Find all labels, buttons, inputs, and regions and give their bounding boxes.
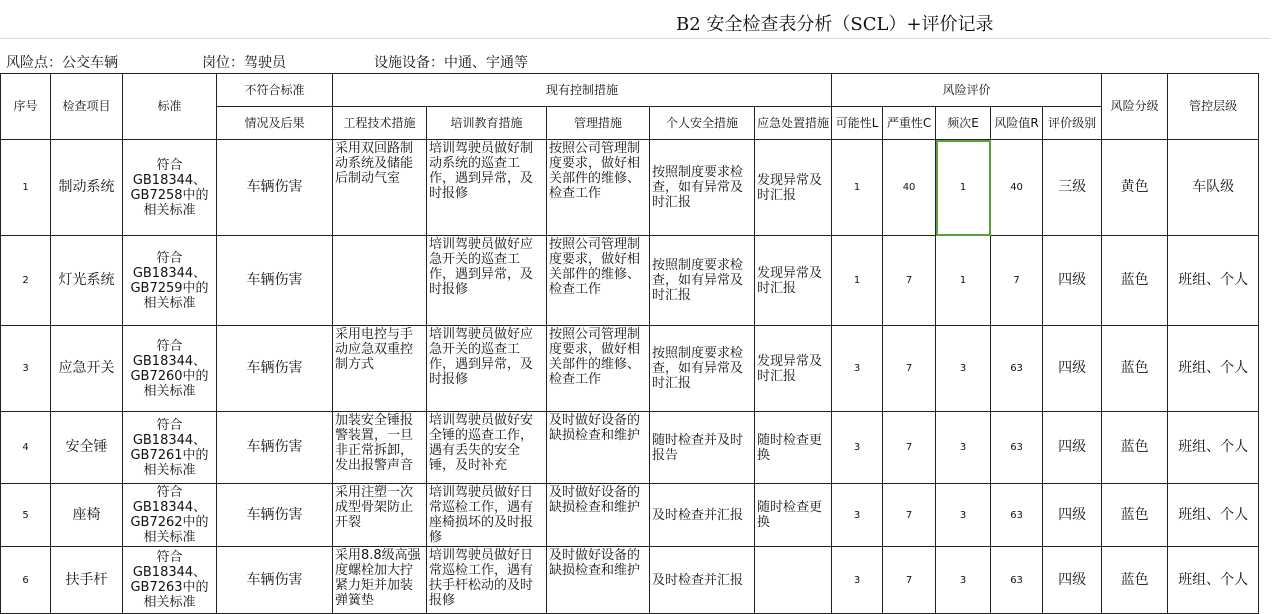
eval-level[interactable]: 四级 [1043,412,1102,484]
frequency-E[interactable]: 3 [936,547,991,614]
severity-C[interactable]: 7 [883,547,936,614]
row-no[interactable]: 2 [1,236,51,326]
row-no[interactable]: 6 [1,547,51,614]
check-item[interactable]: 制动系统 [51,140,123,236]
likelihood-L[interactable]: 1 [832,236,883,326]
equipment-label: 设施设备：中通、宇通等 [374,55,528,71]
header-E: 频次E [936,107,991,140]
header-R: 风险值R [991,107,1043,140]
training-measure[interactable]: 培训驾驶员做好制动系统的巡查工作，遇到异常，及时报修 [427,140,547,236]
table-row [1,547,1259,614]
eval-level[interactable]: 三级 [1043,140,1102,236]
header-risk-grade: 风险分级 [1102,74,1168,140]
row-no[interactable]: 3 [1,326,51,412]
header-control-level: 管控层级 [1168,74,1259,140]
check-item[interactable]: 座椅 [51,484,123,547]
row-no[interactable]: 5 [1,484,51,547]
training-measure[interactable]: 培训驾驶员做好日常巡检工作，遇有座椅损坏的及时报修 [427,484,547,547]
management-measure[interactable]: 及时做好设备的缺损检查和维护 [547,484,650,547]
consequence-text[interactable]: 车辆伤害 [217,236,333,326]
header-management: 管理措施 [547,107,650,140]
control-level[interactable]: 班组、个人 [1168,484,1259,547]
likelihood-L[interactable]: 3 [832,547,883,614]
risk-value-R[interactable]: 40 [991,140,1043,236]
severity-C[interactable]: 7 [883,326,936,412]
risk-value-R[interactable]: 63 [991,484,1043,547]
control-level[interactable]: 班组、个人 [1168,547,1259,614]
table-row [1,412,1259,484]
standard-text[interactable]: 符合GB18344、GB7261中的相关标准 [123,412,217,484]
header-personal: 个人安全措施 [650,107,755,140]
risk-value-R[interactable]: 63 [991,412,1043,484]
header-standard: 标准 [123,74,217,140]
header-no: 序号 [1,74,51,140]
standard-text[interactable]: 符合GB18344、GB7263中的相关标准 [123,547,217,614]
engineering-measure[interactable]: 加装安全锤报警装置，一旦非正常拆卸，发出报警声音 [333,412,427,484]
management-measure[interactable]: 及时做好设备的缺损检查和维护 [547,547,650,614]
control-level[interactable]: 班组、个人 [1168,412,1259,484]
risk-value-R[interactable]: 7 [991,236,1043,326]
personal-measure[interactable]: 随时检查并及时报告 [650,412,755,484]
emergency-measure[interactable]: 随时检查更换 [755,484,832,547]
header-risk-eval: 风险评价 [832,74,1102,107]
risk-grade[interactable]: 蓝色 [1102,412,1168,484]
divider [0,38,1270,39]
management-measure[interactable]: 按照公司管理制度要求，做好相关部件的维修、检查工作 [547,140,650,236]
training-measure[interactable]: 培训驾驶员做好安全锤的巡查工作，遇有丢失的安全锤，及时补充 [427,412,547,484]
engineering-measure[interactable]: 采用8.8级高强度螺栓加大拧紧力矩并加装弹簧垫 [333,547,427,614]
frequency-E[interactable]: 1 [936,236,991,326]
likelihood-L[interactable]: 3 [832,484,883,547]
consequence-text[interactable]: 车辆伤害 [217,140,333,236]
likelihood-L[interactable]: 1 [832,140,883,236]
scl-table [0,73,1259,614]
personal-measure[interactable]: 按照制度要求检查，如有异常及时汇报 [650,236,755,326]
risk-point-label: 风险点：公交车辆 [6,55,118,71]
header-eval-level: 评价级别 [1043,107,1102,140]
eval-level[interactable]: 四级 [1043,326,1102,412]
personal-measure[interactable]: 按照制度要求检查，如有异常及时汇报 [650,326,755,412]
table-row [1,140,1259,236]
row-no[interactable]: 1 [1,140,51,236]
standard-text[interactable]: 符合GB18344、GB7258中的相关标准 [123,140,217,236]
engineering-measure[interactable] [333,236,427,326]
training-measure[interactable]: 培训驾驶员做好日常巡检工作，遇有扶手杆松动的及时报修 [427,547,547,614]
position-label: 岗位：驾驶员 [202,55,286,71]
frequency-E[interactable]: 3 [936,484,991,547]
likelihood-L[interactable]: 3 [832,412,883,484]
emergency-measure[interactable]: 随时检查更换 [755,412,832,484]
personal-measure[interactable]: 及时检查并汇报 [650,547,755,614]
training-measure[interactable]: 培训驾驶员做好应急开关的巡查工作，遇到异常，及时报修 [427,326,547,412]
standard-text[interactable]: 符合GB18344、GB7260中的相关标准 [123,326,217,412]
severity-C[interactable]: 7 [883,236,936,326]
control-level[interactable]: 班组、个人 [1168,326,1259,412]
personal-measure[interactable]: 及时检查并汇报 [650,484,755,547]
check-item[interactable]: 灯光系统 [51,236,123,326]
eval-level[interactable]: 四级 [1043,547,1102,614]
frequency-E[interactable]: 3 [936,326,991,412]
emergency-measure[interactable]: 发现异常及时汇报 [755,140,832,236]
control-level[interactable]: 班组、个人 [1168,236,1259,326]
risk-grade[interactable]: 蓝色 [1102,547,1168,614]
header-nonconform: 不符合标准 [217,74,333,107]
emergency-measure[interactable]: 发现异常及时汇报 [755,326,832,412]
header-emergency: 应急处置措施 [755,107,832,140]
training-measure[interactable]: 培训驾驶员做好应急开关的巡查工作，遇到异常，及时报修 [427,236,547,326]
frequency-E[interactable]: 3 [936,412,991,484]
personal-measure[interactable]: 按照制度要求检查，如有异常及时汇报 [650,140,755,236]
header-item: 检查项目 [51,74,123,140]
risk-grade[interactable]: 蓝色 [1102,326,1168,412]
likelihood-L[interactable]: 3 [832,326,883,412]
table-row [1,484,1259,547]
management-measure[interactable]: 按照公司管理制度要求，做好相关部件的维修、检查工作 [547,236,650,326]
header-training: 培训教育措施 [427,107,547,140]
engineering-measure[interactable]: 采用电控与手动应急双重控制方式 [333,326,427,412]
eval-level[interactable]: 四级 [1043,236,1102,326]
table-row [1,236,1259,326]
header-consequence: 情况及后果 [217,107,333,140]
severity-C[interactable]: 7 [883,412,936,484]
consequence-text[interactable]: 车辆伤害 [217,326,333,412]
consequence-text[interactable]: 车辆伤害 [217,484,333,547]
risk-grade[interactable]: 蓝色 [1102,484,1168,547]
consequence-text[interactable]: 车辆伤害 [217,547,333,614]
engineering-measure[interactable]: 采用双回路制动系统及储能后制动气室 [333,140,427,236]
consequence-text[interactable]: 车辆伤害 [217,412,333,484]
standard-text[interactable]: 符合GB18344、GB7262中的相关标准 [123,484,217,547]
severity-C[interactable]: 40 [883,140,936,236]
risk-grade[interactable]: 蓝色 [1102,236,1168,326]
emergency-measure[interactable]: 发现异常及时汇报 [755,236,832,326]
header-C: 严重性C [883,107,936,140]
table-row [1,326,1259,412]
emergency-measure[interactable] [755,547,832,614]
row-no[interactable]: 4 [1,412,51,484]
management-measure[interactable]: 按照公司管理制度要求，做好相关部件的维修、检查工作 [547,326,650,412]
standard-text[interactable]: 符合GB18344、GB7259中的相关标准 [123,236,217,326]
header-engineering: 工程技术措施 [333,107,427,140]
risk-value-R[interactable]: 63 [991,547,1043,614]
header-L: 可能性L [832,107,883,140]
risk-grade[interactable]: 黄色 [1102,140,1168,236]
engineering-measure[interactable]: 采用注塑一次成型骨架防止开裂 [333,484,427,547]
check-item[interactable]: 安全锤 [51,412,123,484]
check-item[interactable]: 应急开关 [51,326,123,412]
eval-level[interactable]: 四级 [1043,484,1102,547]
risk-value-R[interactable]: 63 [991,326,1043,412]
page-title: B2 安全检查表分析（SCL）+评价记录 [676,14,994,35]
management-measure[interactable]: 及时做好设备的缺损检查和维护 [547,412,650,484]
control-level[interactable]: 车队级 [1168,140,1259,236]
frequency-E[interactable]: 1 [936,140,991,236]
severity-C[interactable]: 7 [883,484,936,547]
header-controls: 现有控制措施 [333,74,832,107]
check-item[interactable]: 扶手杆 [51,547,123,614]
